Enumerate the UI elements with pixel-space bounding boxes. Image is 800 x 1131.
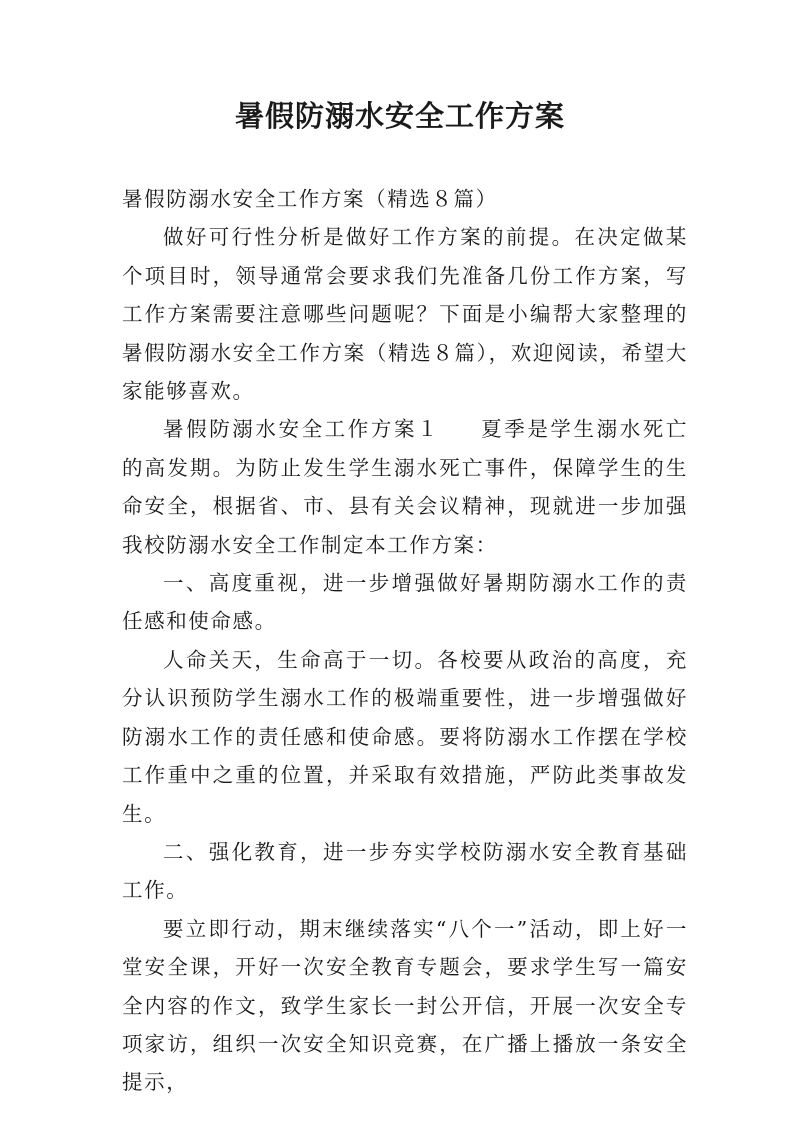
- point-one-paragraph: 人命关天，生命高于一切。各校要从政治的高度，充分认识预防学生溺水工作的极端重要性，进一步增强做好防溺水工作的责任感和使命感。要将防溺水工作摆在学校工作重中之重的位置，并采取有效措施，严防此类事故发生。: [122, 647, 688, 826]
- intro-paragraph: 做好可行性分析是做好工作方案的前提。在决定做某个项目时，领导通常会要求我们先准备几份工作方案，写工作方案需要注意哪些问题呢？下面是小编帮大家整理的暑假防溺水安全工作方案（精选８篇），欢迎阅读，希望大家能够喜欢。: [122, 225, 688, 404]
- section-heading: 暑假防溺水安全工作方案１: [163, 417, 441, 442]
- point-two-heading: 二、强化教育，进一步夯实学校防溺水安全教育基础工作。: [122, 839, 688, 903]
- document-subtitle: 暑假防溺水安全工作方案（精选８篇）: [122, 187, 498, 211]
- document-body: [122, 180, 688, 1102]
- section-body: 夏季是学生溺水死亡的高发期。为防止发生学生溺水死亡事件，保障学生的生命安全，根据省、市、县有关会议精神，现就进一步加强我校防溺水安全工作制定本工作方案：: [122, 417, 688, 557]
- point-two-paragraph: 要立即行动，期末继续落实“八个一”活动，即上好一堂安全课，开好一次安全教育专题会，要求学生写一篇安全内容的作文，致学生家长一封公开信，开展一次安全专项家访，组织一次安全知识竞赛，在广播上播放一条安全提示，: [122, 916, 688, 1095]
- point-one-heading: 一、高度重视，进一步增强做好暑期防溺水工作的责任感和使命感。: [122, 571, 688, 634]
- document-title: 暑假防溺水安全工作方案: [234, 99, 565, 133]
- section-one-paragraph: [122, 410, 688, 564]
